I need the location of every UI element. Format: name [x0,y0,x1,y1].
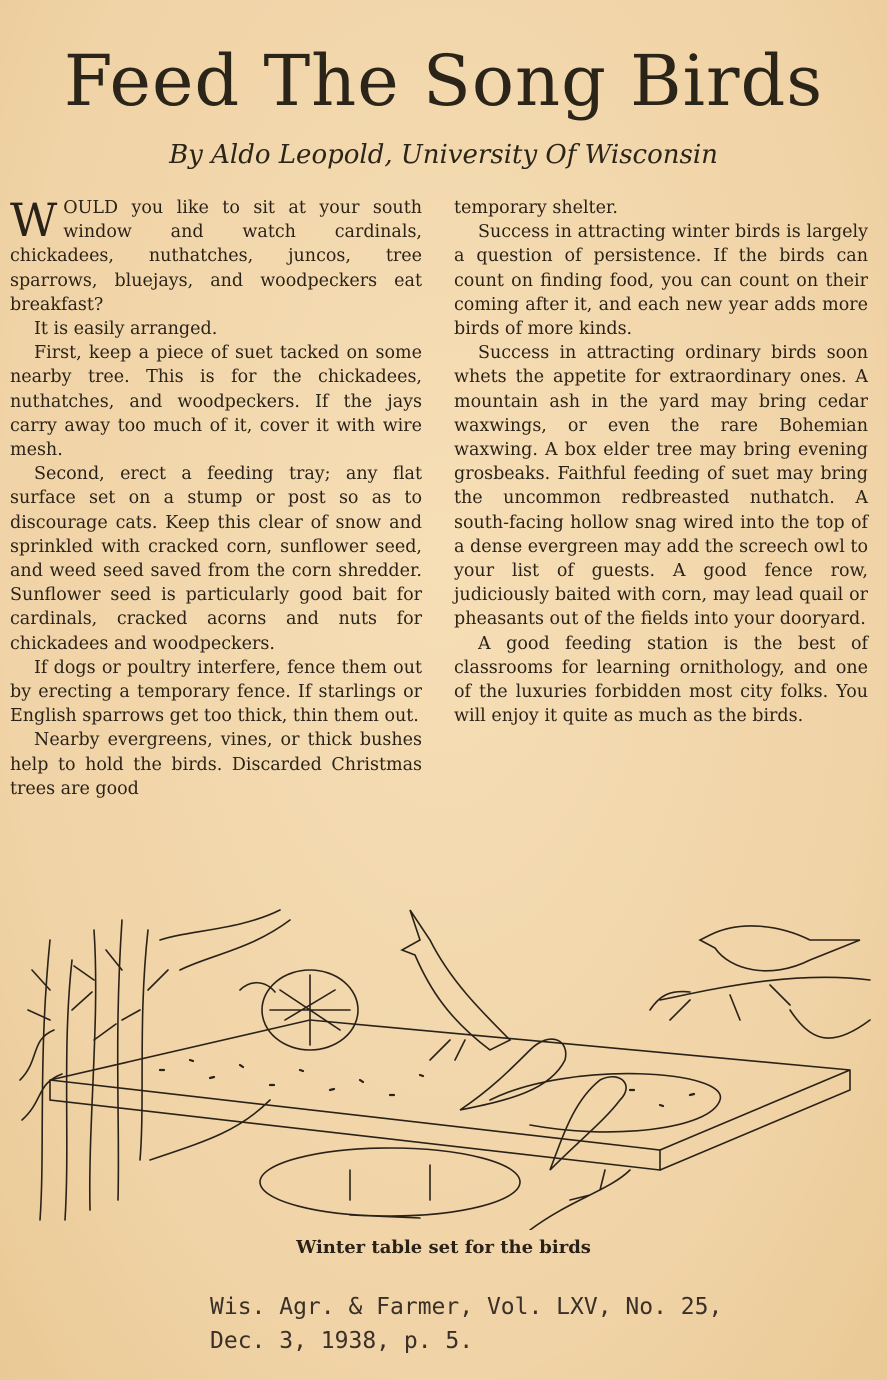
feeding-tray [50,1020,850,1170]
bird-feeder-illustration [10,900,878,1230]
grosbeak-illustration [650,926,870,1038]
paragraph-1: WOULD you like to sit at your south window and watch cardinals, chickadees, nuthatches, juncos, tree sparrows, bluejays, and woodpeckers eat breakfast? [10,193,422,315]
scattered-seeds [160,1060,694,1106]
tray-pedestal [260,1148,520,1218]
paragraph-5: If dogs or poultry interfere, fence them out by erecting a temporary fence. If starlings or English sparrows get too thick, thin them out. [10,657,422,727]
tree-sketch-left [20,910,290,1220]
suet-illustration [240,970,358,1050]
illustration-caption: Winter table set for the birds [296,1237,591,1258]
paragraph-2: It is easily arranged. [34,319,218,340]
article-byline: By Aldo Leopold, University Of Wisconsin [169,140,718,170]
paragraph-6: Nearby evergreens, vines, or thick bushes help to hold the birds. Discarded Christmas trees are good [10,730,422,799]
left-column [10,193,422,801]
paragraph-3: First, keep a piece of suet tacked on some nearby tree. This is for the chickadees, nuthatches, and woodpeckers. If the jays carry away too much of it, cover it with wire mesh. [10,343,422,461]
paragraph-7: temporary shelter. [454,198,618,218]
citation-line-1: Wis. Agr. & Farmer, Vol. LXV, No. 25, [210,1294,723,1320]
paragraph-9: Success in attracting ordinary birds soon whets the appetite for extraordinary ones. A mountain ash in the yard may bring cedar waxwings, or even the rare Bohemian waxwing. A box elder tree may bring evening grosbeaks. Faithful feeding of suet may bring the uncommon redbreasted nuthatch. A south-facing hollow snag wired into the top of a dense evergreen may add the screech owl to your list of guests. A good fence row, judiciously baited with corn, may lead quail or pheasants out of the fields into your dooryard. [454,343,868,630]
twig-illustration [530,1170,630,1230]
right-column [454,196,868,728]
paragraph-10: A good feeding station is the best of classrooms for learning ornithology, and one of the luxuries forbidden most city folks. You will enjoy it quite as much as the birds. [454,633,868,727]
drop-cap: W [10,193,58,247]
citation-stamp [210,1290,722,1358]
article-title: Feed The Song Birds [63,40,824,122]
paragraph-8: Success in attracting winter birds is largely a question of persistence. If the birds can count on finding food, you can count on their coming after it, and each new year adds more birds of more kinds. [454,222,868,340]
paragraph-4: Second, erect a feeding tray; any flat surface set on a stump or post so as to discourage cats. Keep this clear of snow and sprinkled with cracked corn, sunflower seed, and weed seed saved from the corn shredder. Sunflower seed is particularly good bait for cardinals, cracked acorns and nuts for chickadees and woodpeckers. [10,464,422,654]
citation-line-2: Dec. 3, 1938, p. 5. [210,1328,474,1354]
